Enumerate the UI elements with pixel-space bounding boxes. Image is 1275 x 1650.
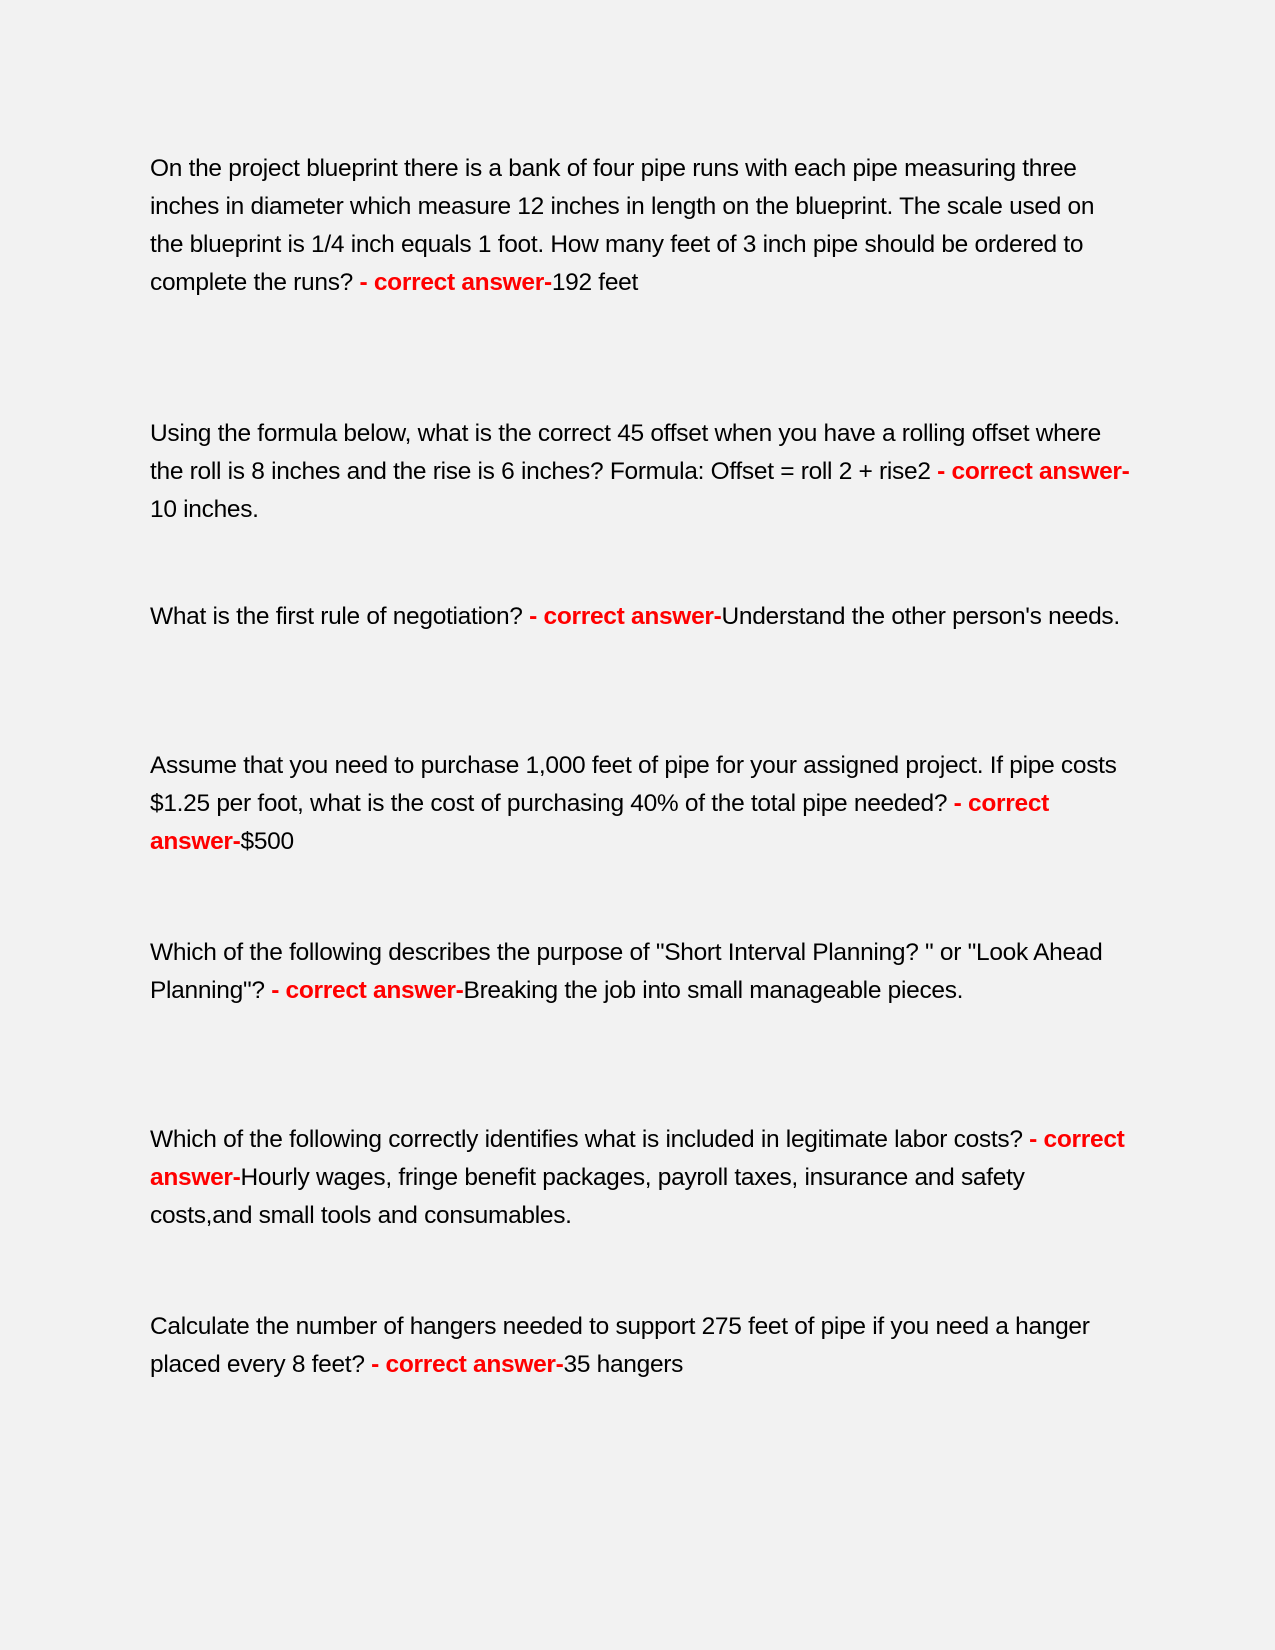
answer-label: - correct answer-	[522, 603, 722, 630]
answer-label: - correct answer-	[364, 1351, 564, 1378]
question-text: Which of the following correctly identifies what is included in legitimate labor costs?	[150, 1126, 1023, 1153]
qa-item-7	[150, 1308, 1130, 1384]
answer-label: - correct answer-	[930, 458, 1130, 485]
qa-item-2	[150, 415, 1130, 529]
answer-text: Breaking the job into small manageable pieces.	[463, 977, 964, 1004]
answer-label: - correct answer-	[150, 1126, 1125, 1191]
question-text: What is the first rule of negotiation?	[150, 603, 523, 630]
qa-item-1	[150, 150, 1130, 302]
qa-item-5	[150, 934, 1130, 1010]
answer-text: 192 feet	[551, 269, 638, 296]
answer-label: - correct answer-	[150, 790, 1049, 855]
qa-item-3	[150, 598, 1130, 636]
answer-label: - correct answer-	[264, 977, 464, 1004]
qa-item-4	[150, 747, 1130, 861]
question-text: Which of the following describes the purpose of "Short Interval Planning? " or "Look Ahead Planning"?	[150, 939, 1103, 1004]
qa-item-6	[150, 1121, 1130, 1235]
question-text: On the project blueprint there is a bank of four pipe runs with each pipe measuring three inches in diameter which measure 12 inches in length on the blueprint. The scale used on the blueprint is 1/4 inch equals 1 foot. How many feet of 3 inch pipe should be ordered to complete the runs?	[150, 155, 1095, 296]
answer-text: Understand the other person's needs.	[721, 603, 1120, 630]
answer-text: 10 inches.	[150, 496, 259, 523]
answer-text: 35 hangers	[563, 1351, 684, 1378]
question-text: Using the formula below, what is the correct 45 offset when you have a rolling offset where the roll is 8 inches and the rise is 6 inches? Formula: Offset = roll 2 + rise2	[150, 420, 1101, 485]
answer-text: Hourly wages, fringe benefit packages, payroll taxes, insurance and safety costs,and small tools and consumables.	[150, 1164, 1025, 1229]
answer-label: - correct answer-	[352, 269, 552, 296]
question-text: Assume that you need to purchase 1,000 feet of pipe for your assigned project. If pipe costs $1.25 per foot, what is the cost of purchasing 40% of the total pipe needed?	[150, 752, 1117, 817]
question-text: Calculate the number of hangers needed to support 275 feet of pipe if you need a hanger placed every 8 feet?	[150, 1313, 1090, 1378]
answer-text: $500	[240, 828, 294, 855]
